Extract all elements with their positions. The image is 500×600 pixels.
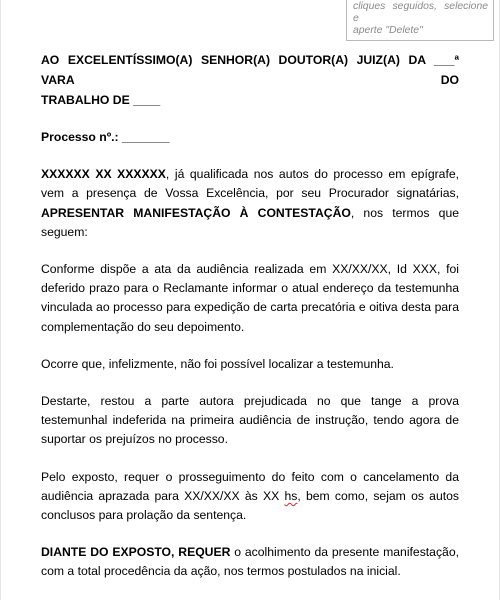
paragraph-intro <box>41 165 459 242</box>
addressee-heading <box>41 50 459 110</box>
tooltip-line-1: cliques seguidos, selecione e <box>353 1 488 24</box>
heading-line-1: AO EXCELENTÍSSIMO(A) SENHOR(A) DOUTOR(A) JUIZ(A) DA ___ª VARA DO <box>41 53 459 87</box>
party-name: XXXXXX XX XXXXXX <box>41 167 166 182</box>
process-number: Processo nº.: _______ <box>41 130 170 144</box>
request-text-a: Pelo exposto, requer o prosseguimento do feito com o cancelamento da audiência aprazada para XX/XX/XX às XX <box>41 469 459 503</box>
comment-tooltip <box>346 0 494 41</box>
intro-text-b: , nos termos que seguem: <box>41 205 459 239</box>
conclusion-bold: DIANTE DO EXPOSTO, REQUER <box>41 545 231 560</box>
intro-text-a: , já qualificada nos autos do processo em epígrafe, vem a presença de Vossa Excelência, por seu Procurador signatárias, <box>41 167 460 201</box>
request-text-b: , bem como, sejam os autos conclusos para prolação da sentença. <box>41 488 459 523</box>
action-title: APRESENTAR MANIFESTAÇÃO À CONTESTAÇÃO <box>41 205 351 220</box>
heading-line-2: TRABALHO DE ____ <box>41 93 161 107</box>
conclusion-text: o acolhimento da presente manifestação, com a total procedência da ação, nos termos postulados na inicial. <box>41 545 460 579</box>
paragraph-witness-not-found: Ocorre que, infelizmente, não foi possível localizar a testemunha. <box>41 356 394 371</box>
paragraph-conclusion <box>41 543 459 581</box>
tooltip-line-2: aperte "Delete" <box>353 25 423 36</box>
paragraph-hearing-minutes: Conforme dispõe a ata da audiência realizada em XX/XX/XX, Id XXX, foi deferido prazo para o Reclamante informar o atual endereço da testemunha vinculada ao processo para expedição de carta precatória e oitiva desta para complementação do seu depoimento. <box>41 262 459 334</box>
paragraph-request <box>41 468 459 526</box>
paragraph-prejudice: Destarte, restou a parte autora prejudicada no que tange a prova testemunhal indeferida na primeira audiência de instrução, tendo agora de suportar os prejuízos no processo. <box>41 394 459 447</box>
spellcheck-word: hs <box>284 488 298 503</box>
document-body <box>41 50 459 582</box>
